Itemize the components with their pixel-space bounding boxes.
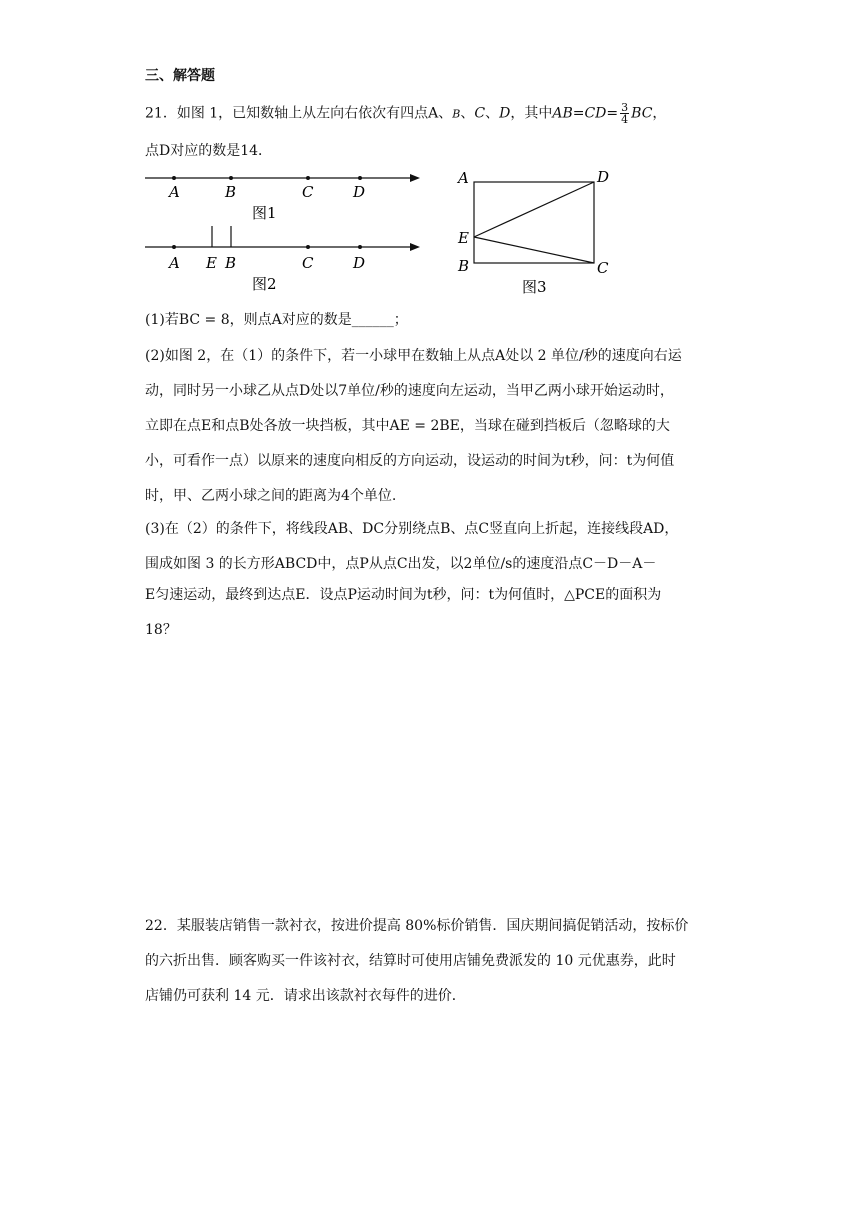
q21-intro-line	[145, 102, 666, 125]
q21-eq2: =	[606, 105, 619, 122]
q22-line1: 22．某服装店销售一款衬衣，按进价提高 80%标价销售．国庆期间搞促销活动，按标价	[145, 918, 689, 934]
fig3-label-c: C	[597, 259, 609, 277]
fig1-arrow	[410, 174, 420, 182]
fig2-label-a: A	[169, 254, 180, 272]
fig2-point-a	[172, 245, 176, 249]
q21-part1: (1)若BC = 8，则点A对应的数是______；	[145, 312, 408, 328]
fig2-point-d	[358, 245, 362, 249]
fig3-label-a: A	[458, 169, 469, 187]
fig1-point-b	[229, 176, 233, 180]
fig3-label-b: B	[458, 257, 470, 275]
fig3-label-d: D	[597, 168, 610, 186]
section-title: 三、解答题	[145, 68, 215, 84]
fig3-segment-ed	[474, 182, 594, 237]
q21-eq1: =	[572, 105, 585, 122]
q21-part3-line1: (3)在（2）的条件下，将线段AB、DC分别绕点B、点C竖直向上折起，连接线段AD，	[145, 521, 679, 537]
fig1-point-a	[172, 176, 176, 180]
q21-intro-c: 、	[485, 105, 500, 122]
q21-part2-line5: 时，甲、乙两小球之间的距离为4个单位.	[145, 488, 397, 504]
fig1-caption: 图1	[252, 204, 277, 222]
q21-intro-d: ，其中	[510, 105, 553, 122]
fig2-point-c	[306, 245, 310, 249]
fig2-label-e: E	[206, 254, 217, 272]
q21-cd: CD	[584, 105, 607, 122]
fig1-point-d	[358, 176, 362, 180]
number-line-figures	[140, 165, 430, 300]
q21-bc: BC	[631, 105, 653, 122]
fig1-label-a: A	[169, 183, 180, 201]
q21-intro-b: 、	[460, 105, 475, 122]
q21-ab: AB	[552, 105, 573, 122]
fig3-rectangle	[474, 182, 594, 263]
fig2-arrow	[410, 243, 420, 251]
fig3-label-e: E	[458, 229, 469, 247]
q21-part3-line2: 围成如图 3 的长方形ABCD中，点P从点C出发，以2单位/s的速度沿点C－D－A－	[145, 556, 657, 572]
q22-line2: 的六折出售．顾客购买一件该衬衣，结算时可使用店铺免费派发的 10 元优惠券，此时	[145, 953, 676, 969]
fig2-label-c: C	[302, 254, 314, 272]
q21-part2-line3: 立即在点E和点B处各放一块挡板，其中AE = 2BE，当球在碰到挡板后（忽略球的大	[145, 418, 670, 434]
fig3-segment-ec	[474, 237, 594, 263]
fig1-label-d: D	[353, 183, 366, 201]
fig2-label-d: D	[353, 254, 366, 272]
q21-point-b: B	[452, 107, 461, 121]
q21-part3-line3: E匀速运动，最终到达点E．设点P运动时间为t秒，问：t为何值时，△PCE的面积为	[145, 587, 662, 603]
fig1-label-c: C	[302, 183, 314, 201]
rectangle-figure	[450, 165, 630, 300]
q22-line3: 店铺仍可获利 14 元．请求出该款衬衣每件的进价．	[145, 988, 466, 1004]
fig2-caption: 图2	[252, 275, 277, 293]
q21-line2: 点D对应的数是14．	[145, 143, 273, 159]
q21-part2-line2: 动，同时另一小球乙从点D处以7单位/秒的速度向左运动，当甲乙两小球开始运动时，	[145, 383, 674, 399]
q21-intro-a: 21．如图 1，已知数轴上从左向右依次有四点A、	[145, 105, 453, 122]
q21-fraction: $\frac{3}{4}$	[621, 101, 629, 126]
q21-part3-line4: 18？	[145, 622, 177, 638]
q21-part2-line4: 小，可看作一点）以原来的速度向相反的方向运动，设运动的时间为t秒，问：t为何值	[145, 453, 675, 469]
fig2-label-b: B	[225, 254, 237, 272]
fig1-point-c	[306, 176, 310, 180]
fig1-label-b: B	[225, 183, 237, 201]
q21-point-c: C	[474, 105, 486, 122]
fig3-caption: 图3	[522, 278, 547, 296]
q21-part2-line1: (2)如图 2，在（1）的条件下，若一小球甲在数轴上从点A处以 2 单位/秒的速度向右运	[145, 348, 682, 364]
q21-intro-e: ，	[652, 105, 667, 122]
q21-point-d: D	[499, 105, 511, 122]
